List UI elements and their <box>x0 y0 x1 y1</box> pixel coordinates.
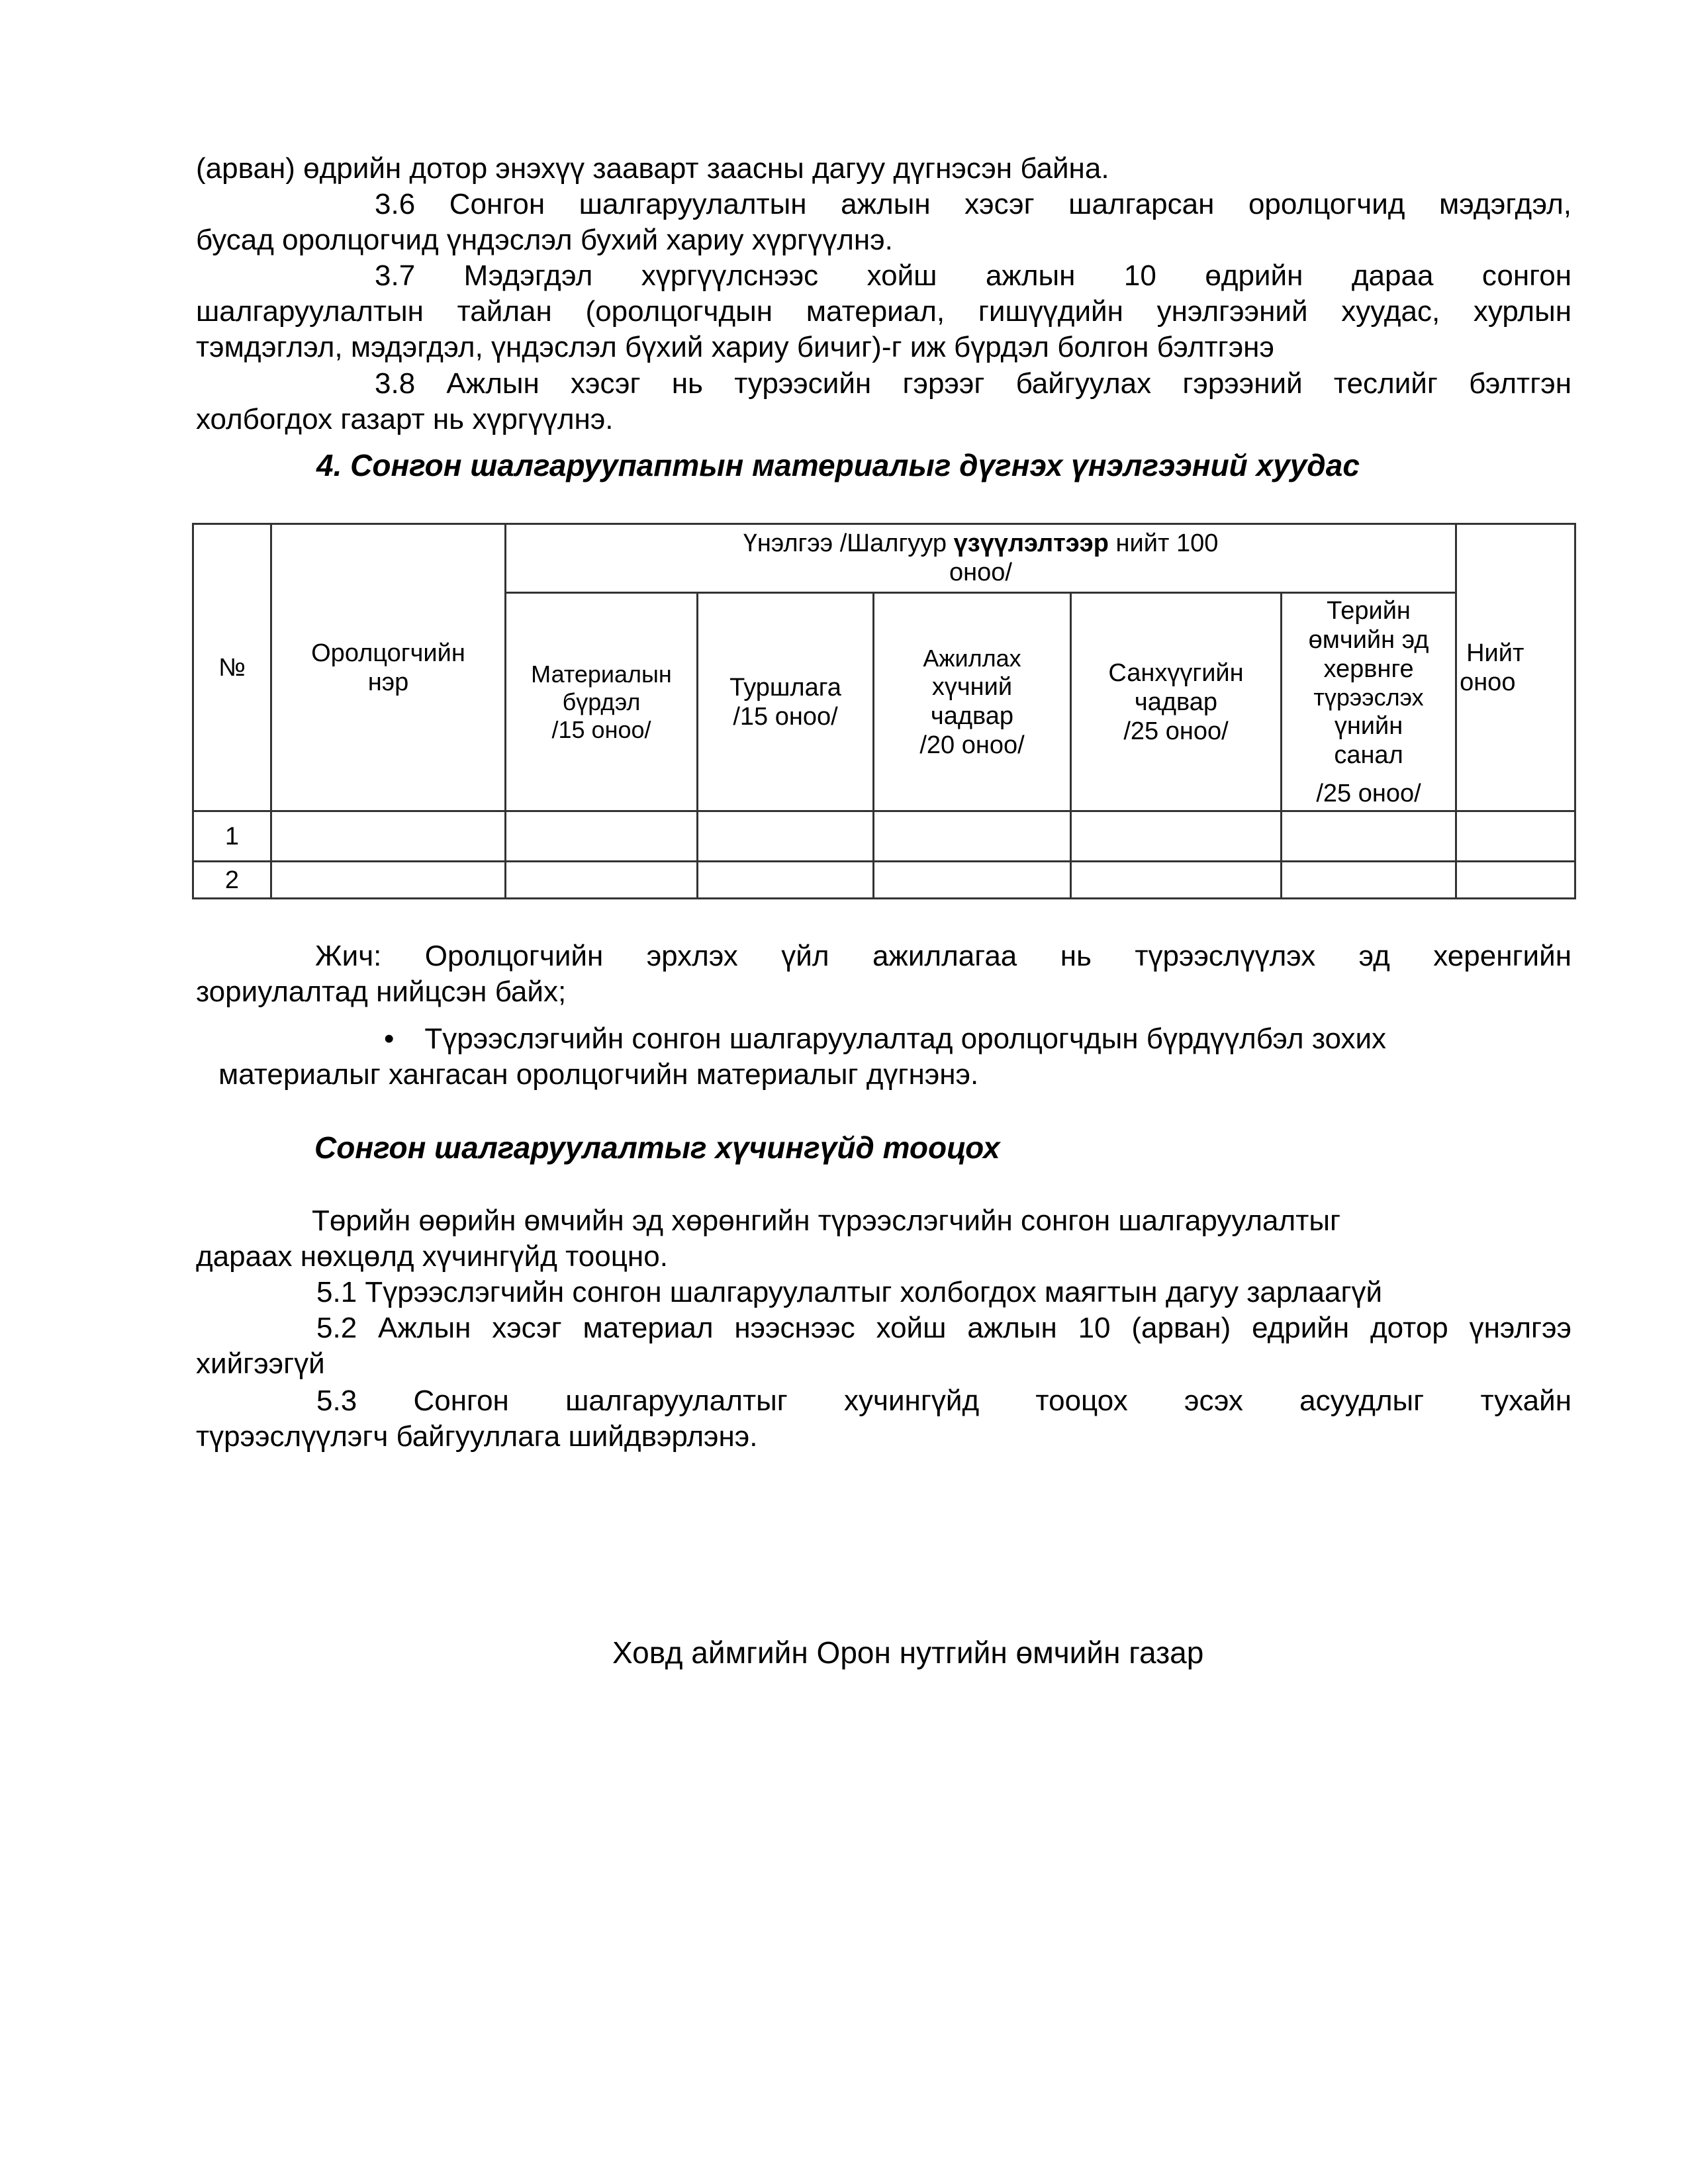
table-header-row-1 <box>193 524 1575 593</box>
note-bullet-item: • Түрээслэгчийн сонгон шалгаруулалтад оролцогчдын бүрдүүлбэл зохих материалыг хангасан оролцогчийн материалыг дүгнэнэ. <box>218 1023 1387 1091</box>
organization-signature-line: Ховд аймгийн Орон нутгийн өмчийн газар <box>612 1635 1204 1670</box>
paragraph-3-6: 3.6 Сонгон шалгаруулалтын ажлын хэсэг шалгарсан оролцогчид мэдэгдэл, бусад оролцогчид үндэслэл бухий хариу хүргүүлнэ. <box>196 188 1571 256</box>
section-5-intro: Төрийн өөрийн өмчийн эд хөрөнгийн түрээслэгчийн сонгон шалгаруулалтыг дараах нөхцөлд хүчингүйд тооцно. <box>196 1205 1341 1273</box>
table-cell <box>1456 811 1575 862</box>
header-labor-capacity: Ажиллах хүчний чадвар /20 оноо/ <box>874 593 1071 811</box>
section-5-heading: Сонгон шалгаруулалтыг хүчингүйд тооцох <box>314 1130 1000 1165</box>
header-total: Нийт оноо <box>1456 524 1575 811</box>
header-number: № <box>193 524 271 811</box>
table-cell <box>506 811 698 862</box>
paragraph-5-3: 5.3 Сонгон шалгаруулалтыг хучингүйд тооцох эсэх асуудлыг тухайн түрээслүүлэгч байгууллага шийдвэрлэнэ. <box>196 1385 1571 1453</box>
header-experience: Туршлага /15 оноо/ <box>698 593 874 811</box>
table-cell <box>1282 862 1456 899</box>
table-cell <box>271 811 506 862</box>
row-number: 1 <box>193 811 271 862</box>
table-cell <box>698 811 874 862</box>
paragraph-5-1: 5.1 Түрээслэгчийн сонгон шалгаруулалтыг холбогдох маягтын дагуу зарлаагүй <box>316 1276 1383 1308</box>
header-evaluation-group: Үнэлгээ /Шалгуур үзүүлэлтээр нийт 100 оноо/ <box>506 524 1456 593</box>
header-material: Материалын бүрдэл /15 оноо/ <box>506 593 698 811</box>
table-row <box>193 862 1575 899</box>
table-cell <box>874 862 1071 899</box>
paragraph-5-2: 5.2 Ажлын хэсэг материал нээснээс хойш ажлын 10 (арван) едрийн дотор үнэлгээ хийгээгүй <box>196 1312 1571 1380</box>
table-cell <box>698 862 874 899</box>
header-financial-capacity: Санхүүгийн чадвар /25 оноо/ <box>1071 593 1282 811</box>
evaluation-table <box>192 523 1576 899</box>
table-cell <box>1071 862 1282 899</box>
table-cell <box>506 862 698 899</box>
bullet-icon: • <box>384 1023 395 1055</box>
header-participant-name: Оролцогчийн нэр <box>271 524 506 811</box>
table-cell <box>1071 811 1282 862</box>
row-number: 2 <box>193 862 271 899</box>
section-4-heading: 4. Сонгон шалгаруупаптын материалыг дүгнэх үнэлгээний хуудас <box>316 448 1360 482</box>
note-paragraph: Жич: Оролцогчийн эрхлэх үйл ажиллагаа нь түрээслүүлэх эд херенгийн зориулалтад нийцсэн байх; <box>196 940 1571 1008</box>
table-cell <box>271 862 506 899</box>
table-cell <box>874 811 1071 862</box>
table-cell <box>1456 862 1575 899</box>
table-cell <box>1282 811 1456 862</box>
paragraph-3-7: 3.7 Мэдэгдэл хүргүүлснээс хойш ажлын 10 өдрийн дараа сонгон шалгаруулалтын тайлан (оролцогчдын материал, гишүүдийн унэлгээний хуудас, хурлын тэмдэглэл, мэдэгдэл, үндэслэл бүхий хариу бичиг)-г иж бүрдэл болгон бэлтгэнэ <box>196 259 1571 363</box>
header-rent-price-offer: Терийн өмчийн эд хервнге түрээслэх үнийн санал /25 оноо/ <box>1282 593 1456 811</box>
paragraph-3-8: 3.8 Ажлын хэсэг нь турээсийн гэрээг байгуулах гэрээний теслийг бэлтгэн холбогдох газарт нь хүргүүлнэ. <box>196 367 1571 435</box>
paragraph-3-5-end: (арван) өдрийн дотор энэхүү зааварт заасны дагуу дүгнэсэн байна. <box>196 152 1109 185</box>
table-row <box>193 811 1575 862</box>
